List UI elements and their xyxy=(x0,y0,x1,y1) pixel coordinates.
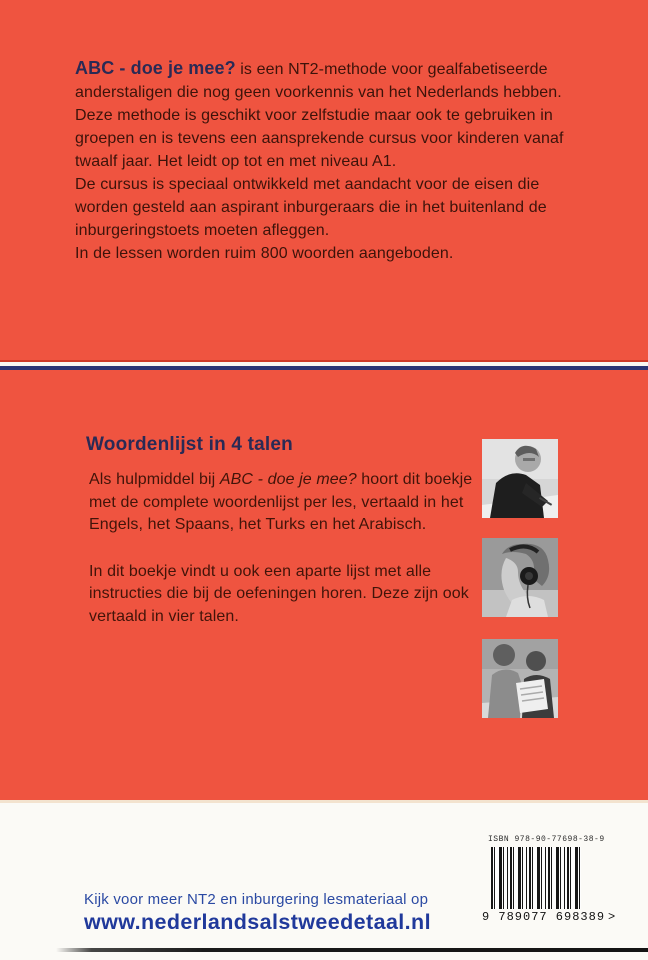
bottom-white-band xyxy=(0,803,648,960)
flag-stripe-blue xyxy=(0,366,648,370)
barcode-isbn-text: ISBN 978-90-77698-38-9 xyxy=(488,835,605,844)
intro-paragraph-2: De cursus is speciaal ontwikkeld met aandacht voor de eisen die worden gesteld aan aspirant inburgeraars die in het buitenland de inburgeringstoets moeten afleggen. xyxy=(75,176,547,239)
wordlist-heading: Woordenlijst in 4 talen xyxy=(86,434,293,455)
woman-headphones-photo xyxy=(482,538,558,617)
intro-paragraph-1 xyxy=(75,57,589,173)
wordlist-paragraph-1 xyxy=(89,469,489,537)
students-reading-photo xyxy=(482,639,558,718)
intro-paragraph-3: In de lessen worden ruim 800 woorden aangeboden. xyxy=(75,245,454,262)
barcode-arrow: > xyxy=(608,910,617,924)
wordlist-text-block xyxy=(89,469,489,628)
barcode-ean-number: 9 789077 698389 xyxy=(482,910,606,924)
wordlist-p1-before: Als hulpmiddel bij xyxy=(89,471,220,488)
barcode-bars xyxy=(491,847,581,909)
intro-paragraph-1-text: is een NT2-methode voor gealfabetiseerde anderstaligen die nog geen voorkennis van het Nederlands hebben. Deze methode is geschikt voor zelfstudie maar ook te gebruiken in groepen en is tevens een aansprekende cursus voor kinderen vanaf twaalf jaar. Het leidt op tot en met niveau A1. xyxy=(75,61,564,170)
footer-promo-text: Kijk voor meer NT2 en inburgering lesmateriaal op xyxy=(84,891,429,908)
dutch-flag-stripe xyxy=(0,360,648,370)
footer-url-text: www.nederlandsalstweedetaal.nl xyxy=(84,910,431,934)
wordlist-paragraph-2: In dit boekje vindt u ook een aparte lijst met alle instructies die bij de oefeningen horen. Deze zijn ook vertaald in vier talen. xyxy=(89,562,469,625)
wordlist-p1-book-title-italic: ABC - doe je mee? xyxy=(219,471,357,488)
barcode xyxy=(482,835,617,924)
intro-text-block xyxy=(75,57,589,265)
man-writing-photo xyxy=(482,439,558,518)
book-edge-shadow-line xyxy=(56,948,648,952)
footer-promo xyxy=(84,891,431,935)
book-title: ABC - doe je mee? xyxy=(75,58,236,78)
wordlist-p1-after: hoort dit boekje met de complete woordenlijst per les, vertaald in het Engels, het Spaans, het Turks en het Arabisch. xyxy=(89,471,473,533)
barcode-digits xyxy=(482,910,617,924)
